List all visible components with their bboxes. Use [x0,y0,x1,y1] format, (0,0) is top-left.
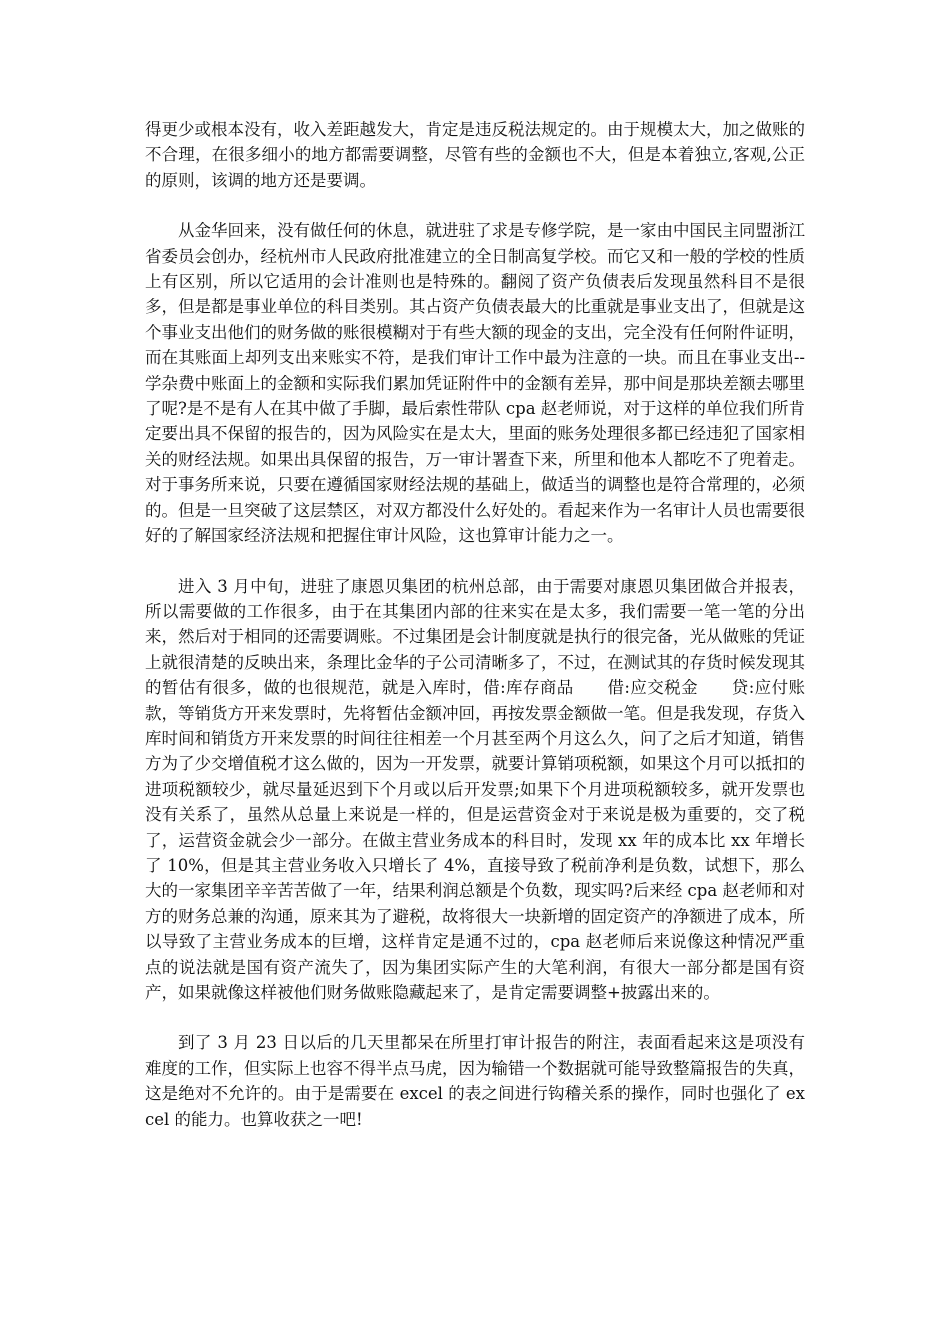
paragraph-continuation: 得更少或根本没有，收入差距越发大，肯定是违反税法规定的。由于规模太大，加之做账的不合理，在很多细小的地方都需要调整，尽管有些的金额也不大，但是本着独立,客观,公正的原则，该调的地方还是要调。 [145,120,805,190]
paragraph-conba-group: 进入 3 月中旬，进驻了康恩贝集团的杭州总部，由于需要对康恩贝集团做合并报表，所以需要做的工作很多，由于在其集团内部的往来实在是太多，我们需要一笔一笔的分出来，然后对于相同的还需要调账。不过集团是会计制度就是执行的很完备，光从做账的凭证上就很清楚的反映出来，条理比金华的子公司清晰多了，不过，在测试其的存货时候发现其的暂估有很多，做的也很规范，就是入库时，借:库存商品 借:应交税金 贷:应付账款，等销货方开来发票时，先将暂估金额冲回，再按发票金额做一笔。但是我发现，存货入库时间和销货方开来发票的时间往往相差一个月甚至两个月这么久，问了之后才知道，销售方为了少交增值税才这么做的，因为一开发票，就要计算销项税额，如果这个月可以抵扣的进项税额较少，就尽量延迟到下个月或以后开发票;如果下个月进项税额较多，就开发票也没有关系了，虽然从总量上来说是一样的，但是运营资金对于来说是极为重要的，交了税了，运营资金就会少一部分。在做主营业务成本的科目时，发现 xx 年的成本比 xx 年增长了 10%，但是其主营业务收入只增长了 4%，直接导致了税前净利是负数，试想下，那么大的一家集团辛辛苦苦做了一年，结果利润总额是个负数，现实吗?后来经 cpa 赵老师和对方的财务总兼的沟通，原来其为了避税，故将很大一块新增的固定资产的净额进了成本，所以导致了主营业务成本的巨增，这样肯定是通不过的，cpa 赵老师后来说像这种情况严重点的说法就是国有资产流失了，因为集团实际产生的大笔利润，有很大一部分都是国有资产，如果就像这样被他们财务做账隐藏起来了，是肯定需要调整+披露出来的。 [145,576,805,1002]
paragraph-qiushi-college: 从金华回来，没有做任何的休息，就进驻了求是专修学院，是一家由中国民主同盟浙江省委员会创办，经杭州市人民政府批准建立的全日制高复学校。而它又和一般的学校的性质上有区别，所以它适用的会计准则也是特殊的。翻阅了资产负债表后发现虽然科目不是很多，但是都是事业单位的科目类别。其占资产负债表最大的比重就是事业支出了，但就是这个事业支出他们的财务做的账很模糊对于有些大额的现金的支出，完全没有任何附件证明，而在其账面上却列支出来账实不符，是我们审计工作中最为注意的一块。而且在事业支出--学杂费中账面上的金额和实际我们累加凭证附件中的金额有差异，那中间是那块差额去哪里了呢?是不是有人在其中做了手脚，最后索性带队 cpa 赵老师说，对于这样的单位我们所肯定要出具不保留的报告的，因为风险实在是太大，里面的账务处理很多都已经违犯了国家相关的财经法规。如果出具保留的报告，万一审计署查下来，所里和他本人都吃不了兜着走。对于事务所来说，只要在遵循国家财经法规的基础上，做适当的调整也是符合常理的，必须的。但是一旦突破了这层禁区，对双方都没什么好处的。看起来作为一名审计人员也需要很好的了解国家经济法规和把握住审计风险，这也算审计能力之一。 [145,221,805,546]
paragraph-gap [145,549,805,574]
document-body [145,117,805,1132]
paragraph-audit-notes: 到了 3 月 23 日以后的几天里都呆在所里打审计报告的附注，表面看起来这是项没有难度的工作，但实际上也容不得半点马虎，因为输错一个数据就可能导致整篇报告的失真，这是绝对不允许的。由于是需要在 excel 的表之间进行钩稽关系的操作，同时也强化了 excel 的能力。也算收获之一吧! [145,1033,805,1129]
paragraph-gap [145,1005,805,1030]
paragraph-gap [145,193,805,218]
